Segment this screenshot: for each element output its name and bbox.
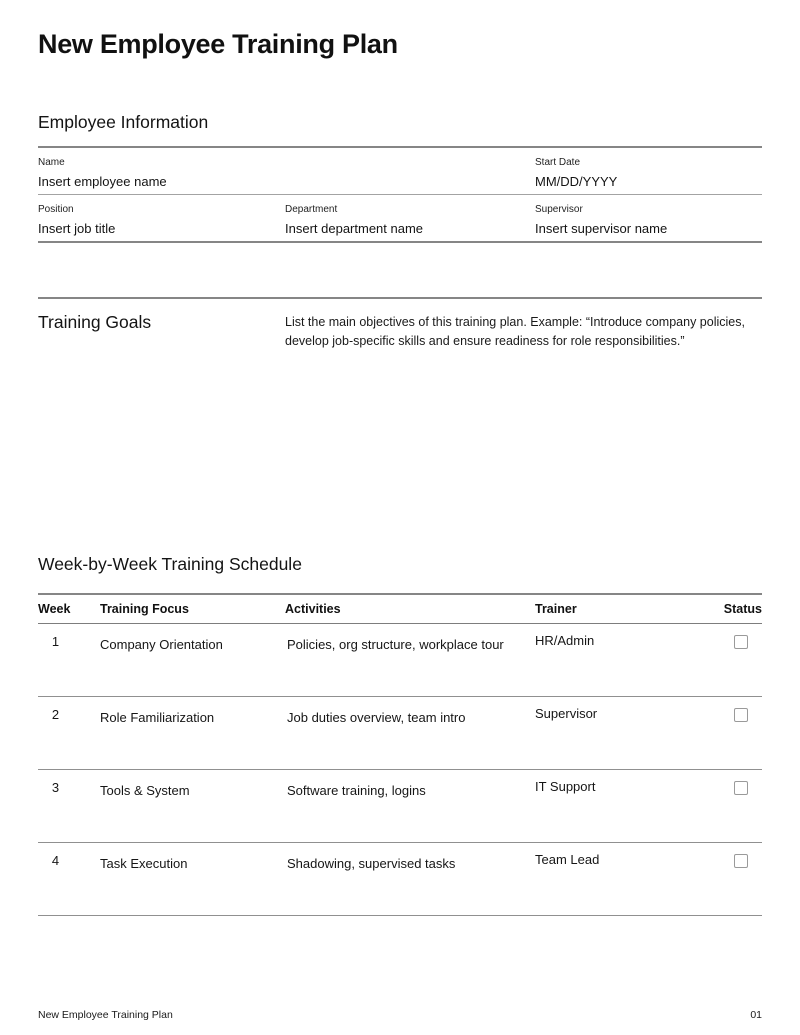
start-date-field-placeholder: MM/DD/YYYY [535, 174, 618, 189]
schedule-table [38, 593, 762, 916]
activities-cell: Job duties overview, team intro [287, 710, 466, 725]
trainer-cell: HR/Admin [535, 633, 595, 648]
week-cell: 3 [51, 780, 60, 795]
footer-document-title: New Employee Training Plan [38, 1009, 173, 1021]
table-row-week-2 [38, 697, 762, 770]
supervisor-field-label: Supervisor [535, 204, 583, 215]
employee-information-heading: Employee Information [38, 112, 209, 132]
status-checkbox[interactable] [734, 854, 748, 868]
trainer-cell: IT Support [535, 779, 596, 794]
trainer-cell: Team Lead [535, 852, 600, 867]
table-row-week-3 [38, 770, 762, 843]
focus-cell: Task Execution [100, 856, 188, 871]
table-row-week-1 [38, 624, 762, 697]
name-field-label: Name [38, 157, 65, 168]
column-header-status: Status [723, 602, 762, 616]
training-goals-heading: Training Goals [38, 312, 152, 332]
department-field-placeholder: Insert department name [285, 221, 424, 236]
column-header-training-focus: Training Focus [100, 602, 189, 616]
activities-cell: Policies, org structure, workplace tour [287, 637, 504, 652]
supervisor-field-placeholder: Insert supervisor name [535, 221, 668, 236]
status-checkbox[interactable] [734, 781, 748, 795]
start-date-field-label: Start Date [535, 157, 581, 168]
page-title: New Employee Training Plan [38, 29, 398, 59]
position-field-label: Position [38, 204, 74, 215]
column-header-activities: Activities [285, 602, 341, 616]
name-field-placeholder: Insert employee name [38, 174, 167, 189]
employee-fields-row-1 [38, 148, 762, 195]
column-header-trainer: Trainer [535, 602, 577, 616]
activities-cell: Shadowing, supervised tasks [287, 856, 456, 871]
column-header-week: Week [38, 602, 71, 616]
week-cell: 2 [51, 707, 60, 722]
trainer-cell: Supervisor [535, 706, 598, 721]
employee-information-fields [38, 146, 762, 243]
schedule-heading: Week-by-Week Training Schedule [38, 554, 302, 574]
focus-cell: Role Familiarization [100, 710, 215, 725]
table-row-week-4 [38, 843, 762, 916]
footer-page-number: 01 [750, 1009, 762, 1021]
status-checkbox[interactable] [734, 708, 748, 722]
activities-cell: Software training, logins [287, 783, 426, 798]
week-cell: 4 [51, 853, 60, 868]
training-goals-section [38, 297, 762, 359]
status-checkbox[interactable] [734, 635, 748, 649]
focus-cell: Tools & System [100, 783, 190, 798]
week-cell: 1 [51, 634, 60, 649]
department-field-label: Department [285, 204, 338, 215]
schedule-table-header [38, 595, 762, 624]
training-goals-description: List the main objectives of this training plan. Example: “Introduce company policies, develop job-specific skills and ensure readiness for role responsibilities.” [285, 315, 745, 348]
position-field-placeholder: Insert job title [38, 221, 116, 236]
focus-cell: Company Orientation [100, 637, 223, 652]
employee-fields-row-2 [38, 195, 762, 243]
